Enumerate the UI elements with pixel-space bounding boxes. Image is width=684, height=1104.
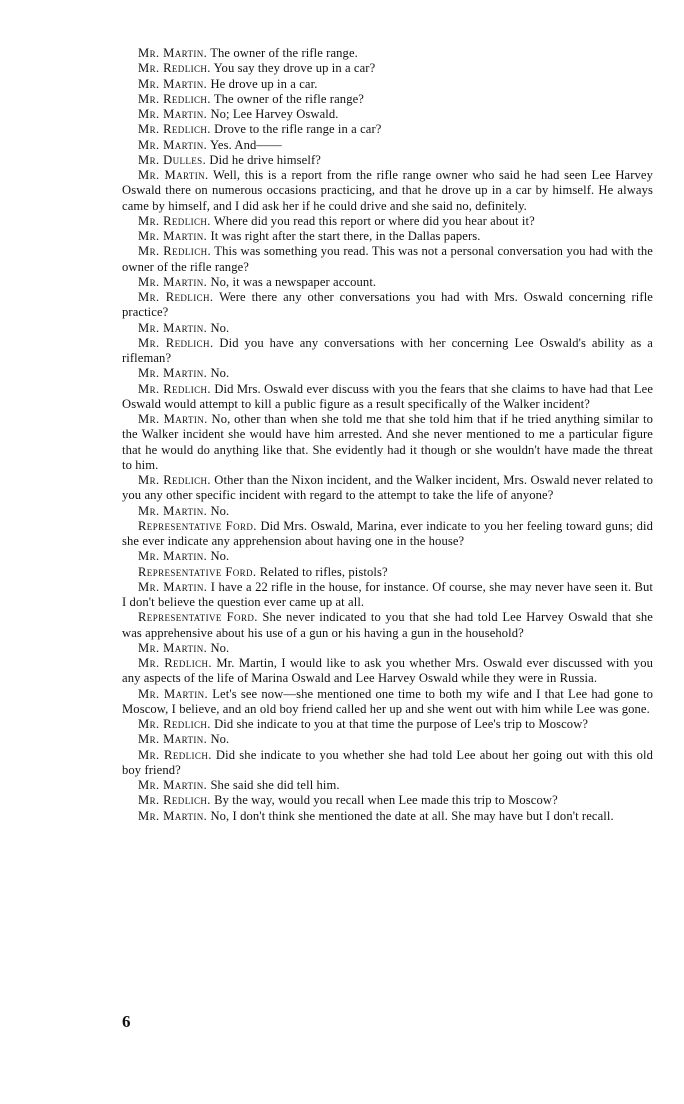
speaker-name: Mr. Redlich.: [138, 793, 211, 808]
speaker-name: Mr. Redlich.: [138, 747, 212, 762]
transcript-paragraph: [122, 717, 653, 732]
speaker-name: Mr. Redlich.: [138, 61, 211, 76]
statement-text: Drove to the rifle range in a car?: [210, 122, 382, 137]
statement-text: No, other than when she told me that she told him that if he tried anything similar to the Walker incident she would have him arrested. And she never mentioned to me a particular figure that he would do anything like that. She evidently had it though or she wouldn't have made the threat to him.: [122, 412, 653, 472]
transcript-paragraph: [122, 732, 653, 747]
statement-text: No.: [207, 640, 230, 655]
statement-text: No.: [207, 503, 230, 518]
speaker-name: Mr. Redlich.: [138, 473, 211, 487]
transcript-paragraph: [122, 153, 653, 168]
speaker-name: Mr. Martin.: [138, 320, 208, 335]
statement-text: Did Mrs. Oswald, Marina, ever indicate to you her feeling toward guns; did she ever indicate any apprehension about having one in the house?: [122, 518, 653, 548]
statement-text: Other than the Nixon incident, and the Walker incident, Mrs. Oswald never related to you any other specific incident with regard to the attempt to take the life of anyone?: [122, 473, 654, 503]
transcript-paragraph: [122, 641, 653, 656]
statement-text: Mr. Martin, I would like to ask you whether Mrs. Oswald ever discussed with you any aspects of the life of Marina Oswald and Lee Harvey Oswald while they were in Russia.: [122, 656, 654, 686]
transcript-body: [122, 46, 653, 824]
statement-text: Did Mrs. Oswald ever discuss with you the fears that she claims to have had that Lee Oswald would attempt to kill a public figure as a result specifically of the Walker incident?: [122, 381, 654, 411]
speaker-name: Mr. Martin.: [138, 732, 208, 747]
transcript-paragraph: [122, 778, 653, 793]
speaker-name: Mr. Martin.: [138, 549, 208, 564]
transcript-paragraph: [122, 473, 653, 504]
transcript-paragraph: [122, 687, 653, 718]
speaker-name: Mr. Redlich.: [138, 244, 212, 259]
transcript-paragraph: [122, 549, 653, 564]
statement-text: Yes. And——: [207, 137, 282, 152]
transcript-paragraph: [122, 519, 653, 550]
speaker-name: Mr. Martin.: [138, 640, 208, 655]
speaker-name: Mr. Martin.: [138, 229, 208, 243]
speaker-name: Mr. Martin.: [138, 579, 208, 594]
statement-text: I have a 22 rifle in the house, for instance. Of course, she may never have seen it. But I don't believe the question ever came up at all.: [122, 579, 654, 609]
speaker-name: Mr. Redlich.: [138, 122, 211, 137]
transcript-paragraph: [122, 122, 653, 137]
speaker-name: Representative Ford.: [138, 518, 257, 533]
transcript-paragraph: [122, 809, 653, 824]
statement-text: The owner of the rifle range?: [210, 91, 364, 106]
speaker-name: Mr. Martin.: [138, 274, 208, 289]
statement-text: Did he drive himself?: [206, 152, 321, 167]
speaker-name: Mr. Redlich.: [138, 335, 214, 350]
speaker-name: Mr. Martin.: [138, 808, 208, 823]
transcript-paragraph: [122, 565, 653, 580]
speaker-name: Representative Ford.: [138, 564, 257, 579]
speaker-name: Mr. Martin.: [138, 46, 208, 60]
statement-text: The owner of the rifle range.: [207, 46, 358, 60]
transcript-paragraph: [122, 321, 653, 336]
statement-text: Did you have any conversations with her concerning Lee Oswald's ability as a rifleman?: [122, 335, 654, 365]
transcript-paragraph: [122, 504, 653, 519]
statement-text: Where did you read this report or where did you hear about it?: [210, 213, 535, 228]
statement-text: Related to rifles, pistols?: [256, 564, 388, 579]
speaker-name: Mr. Redlich.: [138, 656, 212, 670]
transcript-paragraph: [122, 168, 653, 214]
speaker-name: Mr. Martin.: [138, 107, 208, 121]
speaker-name: Mr. Redlich.: [138, 717, 211, 731]
speaker-name: Mr. Martin.: [138, 503, 208, 518]
statement-text: Well, this is a report from the rifle range owner who said he had seen Lee Harvey Oswald there on numerous occasions practicing, and that he drove up in a car by himself. He always came by himself, and I did ask her if he could drive and she said no, definitely.: [122, 168, 653, 213]
transcript-paragraph: [122, 229, 653, 244]
statement-text: She said she did tell him.: [207, 778, 340, 792]
speaker-name: Mr. Redlich.: [138, 290, 214, 304]
statement-text: No, I don't think she mentioned the date at all. She may have but I don't recall.: [207, 808, 614, 823]
statement-text: You say they drove up in a car?: [210, 61, 376, 76]
transcript-paragraph: [122, 275, 653, 290]
statement-text: By the way, would you recall when Lee made this trip to Moscow?: [210, 793, 558, 808]
transcript-paragraph: [122, 138, 653, 153]
statement-text: No; Lee Harvey Oswald.: [207, 107, 339, 121]
speaker-name: Mr. Redlich.: [138, 381, 211, 396]
speaker-name: Mr. Martin.: [138, 778, 208, 792]
speaker-name: Mr. Martin.: [138, 137, 208, 152]
speaker-name: Mr. Redlich.: [138, 213, 211, 228]
speaker-name: Mr. Martin.: [138, 366, 208, 381]
speaker-name: Representative Ford.: [138, 610, 258, 625]
speaker-name: Mr. Martin.: [138, 76, 208, 91]
statement-text: Did she indicate to you whether she had told Lee about her going out with this old boy friend?: [122, 747, 653, 777]
transcript-paragraph: [122, 336, 653, 367]
transcript-paragraph: [122, 366, 653, 381]
speaker-name: Mr. Martin.: [138, 686, 209, 701]
transcript-paragraph: [122, 580, 653, 611]
transcript-paragraph: [122, 46, 653, 61]
transcript-paragraph: [122, 77, 653, 92]
statement-text: This was something you read. This was not a personal conversation you had with the owner of the rifle range?: [122, 244, 653, 274]
transcript-paragraph: [122, 92, 653, 107]
page-number: 6: [122, 1012, 131, 1031]
speaker-name: Mr. Martin.: [138, 168, 209, 182]
statement-text: No.: [207, 320, 230, 335]
transcript-paragraph: [122, 214, 653, 229]
statement-text: No.: [207, 366, 230, 381]
transcript-paragraph: [122, 412, 653, 473]
transcript-paragraph: [122, 793, 653, 808]
statement-text: Let's see now—she mentioned one time to both my wife and I that Lee had gone to Moscow, I believe, and an old boy friend called her up and she went out with him while Lee was gone.: [122, 686, 653, 716]
speaker-name: Mr. Redlich.: [138, 91, 211, 106]
statement-text: Were there any other conversations you had with Mrs. Oswald concerning rifle practice?: [122, 290, 653, 320]
statement-text: Did she indicate to you at that time the purpose of Lee's trip to Moscow?: [210, 717, 589, 731]
transcript-paragraph: [122, 107, 653, 122]
statement-text: No.: [207, 549, 230, 564]
transcript-paragraph: [122, 656, 653, 687]
transcript-paragraph: [122, 244, 653, 275]
statement-text: She never indicated to you that she had told Lee Harvey Oswald that she was apprehensive about his use of a gun or his having a gun in the household?: [122, 610, 653, 640]
statement-text: It was right after the start there, in the Dallas papers.: [207, 229, 481, 243]
statement-text: No.: [207, 732, 230, 747]
statement-text: No, it was a newspaper account.: [207, 274, 377, 289]
transcript-paragraph: [122, 61, 653, 76]
transcript-paragraph: [122, 610, 653, 641]
speaker-name: Mr. Martin.: [138, 412, 208, 426]
transcript-paragraph: [122, 748, 653, 779]
speaker-name: Mr. Dulles.: [138, 152, 207, 167]
statement-text: He drove up in a car.: [207, 76, 318, 91]
transcript-paragraph: [122, 382, 653, 413]
transcript-paragraph: [122, 290, 653, 321]
